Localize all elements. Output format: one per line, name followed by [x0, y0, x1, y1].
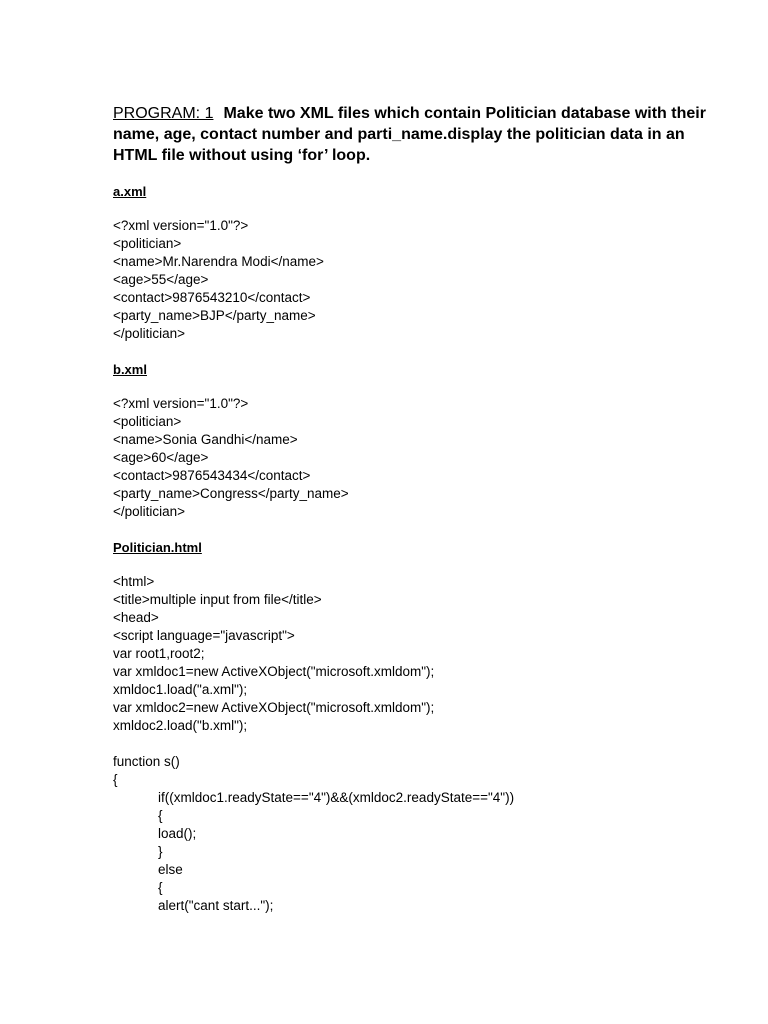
code-line: <age>55</age>	[113, 272, 209, 287]
code-block-b-xml	[113, 395, 713, 521]
code-line: else	[158, 862, 183, 877]
section-title-politician-html: Politician.html	[113, 540, 202, 555]
code-line: </politician>	[113, 504, 186, 519]
code-line: <title>multiple input from file</title>	[113, 592, 322, 607]
section-title-a-xml: a.xml	[113, 184, 147, 199]
document-page	[113, 103, 713, 915]
code-line: <name>Sonia Gandhi</name>	[113, 432, 298, 447]
code-line: {	[158, 880, 163, 895]
code-line: </politician>	[113, 326, 186, 341]
code-line: var xmldoc2=new ActiveXObject("microsoft.xmldom");	[113, 700, 435, 715]
code-line: <party_name>Congress</party_name>	[113, 486, 349, 501]
code-line: <html>	[113, 574, 155, 589]
code-line: var xmldoc1=new ActiveXObject("microsoft.xmldom");	[113, 664, 435, 679]
code-line: <age>60</age>	[113, 450, 209, 465]
code-line: function s()	[113, 754, 180, 769]
code-line: <?xml version="1.0"?>	[113, 218, 249, 233]
code-line: <party_name>BJP</party_name>	[113, 308, 316, 323]
code-line: <name>Mr.Narendra Modi</name>	[113, 254, 324, 269]
section-title-b-xml: b.xml	[113, 362, 147, 377]
code-line: xmldoc2.load("b.xml");	[113, 718, 248, 733]
code-block-a-xml	[113, 217, 713, 343]
code-line: load();	[158, 826, 197, 841]
code-line: <?xml version="1.0"?>	[113, 396, 249, 411]
code-line: <contact>9876543434</contact>	[113, 468, 311, 483]
code-line: {	[158, 808, 163, 823]
code-line: <contact>9876543210</contact>	[113, 290, 311, 305]
program-label: PROGRAM: 1	[113, 105, 214, 122]
code-block-politician-html-function	[113, 753, 713, 915]
code-line: if((xmldoc1.readyState=="4")&&(xmldoc2.readyState=="4"))	[158, 790, 515, 805]
program-heading	[113, 103, 713, 166]
code-block-politician-html-head	[113, 573, 713, 735]
code-line: alert("cant start...");	[158, 898, 274, 913]
code-line: {	[113, 772, 118, 787]
code-line: }	[158, 844, 163, 859]
code-line: var root1,root2;	[113, 646, 205, 661]
code-line: xmldoc1.load("a.xml");	[113, 682, 248, 697]
program-description: Make two XML files which contain Politician database with their name, age, contact number and parti_name.display the politician data in an HTML file without using ‘for’ loop.	[113, 105, 706, 164]
code-line: <script language="javascript">	[113, 628, 295, 643]
code-line: <politician>	[113, 414, 182, 429]
code-line: <head>	[113, 610, 159, 625]
code-line: <politician>	[113, 236, 182, 251]
